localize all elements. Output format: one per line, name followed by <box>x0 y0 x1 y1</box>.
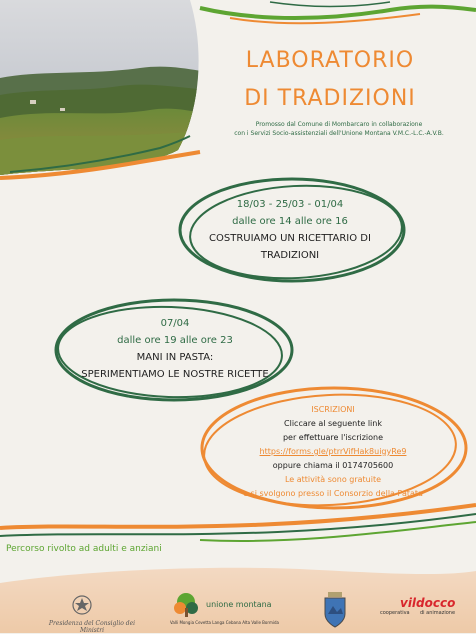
landscape-photo <box>0 0 210 180</box>
tree-icon <box>170 590 204 618</box>
registration-heading: ISCRIZIONI <box>311 405 355 414</box>
title-line-2: DI TRADIZIONI <box>244 86 416 111</box>
logo-vildocco-post: di animazione <box>420 610 456 616</box>
registration-instruction-2: per effettuare l'iscrizione <box>282 433 384 442</box>
registration-block <box>228 404 438 502</box>
event-1-dates: 18/03 - 25/03 - 01/04 <box>236 199 344 210</box>
target-audience: Percorso rivolto ad adulti e anziani <box>6 544 162 554</box>
registration-note-2: e si svolgono presso il Consorzio della Patata <box>243 489 423 498</box>
event-1-title-line-2: TRADIZIONI <box>260 250 320 261</box>
logo-presidenza-text: Presidenza del Consiglio dei Ministri <box>48 620 136 634</box>
event-2-title-line-2: SPERIMENTIAMO LE NOSTRE RICETTE <box>81 369 269 380</box>
event-2-time: dalle ore 19 alle ore 23 <box>117 335 233 346</box>
event-1-time: dalle ore 14 alle ore 16 <box>232 216 348 227</box>
logo-presidenza <box>42 594 142 634</box>
emblem-icon <box>42 594 142 616</box>
registration-link[interactable]: https://forms.gle/ptrrVifHak8uigyRe9 <box>259 447 407 456</box>
logo-vildocco-pre: cooperativa <box>380 610 410 616</box>
event-2-date: 07/04 <box>160 318 190 329</box>
registration-phone: oppure chiama il 0174705600 <box>272 461 394 470</box>
event-2-title-line-1: MANI IN PASTA: <box>136 352 214 363</box>
event-1-title-line-1: COSTRUIAMO UN RICETTARIO DI <box>209 233 371 244</box>
event-1 <box>196 197 384 265</box>
promoter-text <box>214 120 464 138</box>
promoter-line-2: con i Servizi Socio-assistenziali dell'Unione Montana V.M.C.-L.C.-A.V.B. <box>234 130 444 137</box>
event-2 <box>70 316 280 384</box>
registration-note-1: Le attività sono gratuite <box>284 475 382 484</box>
title-line-1: LABORATORIO <box>245 48 415 73</box>
logo-unione-montana-text: unione montana <box>206 600 272 609</box>
logo-vildocco-brand: vildocco <box>400 596 456 610</box>
logo-vildocco <box>380 596 470 626</box>
coat-of-arms-icon <box>320 590 350 630</box>
registration-instruction-1: Cliccare al seguente link <box>284 419 382 428</box>
promoter-line-1: Promosso dal Comune di Mombarcaro in collaborazione <box>255 121 423 128</box>
logo-unione-montana-sub: Valli Mongia Cevetta Langa Cebana Alta Valle Bormida <box>170 620 279 625</box>
